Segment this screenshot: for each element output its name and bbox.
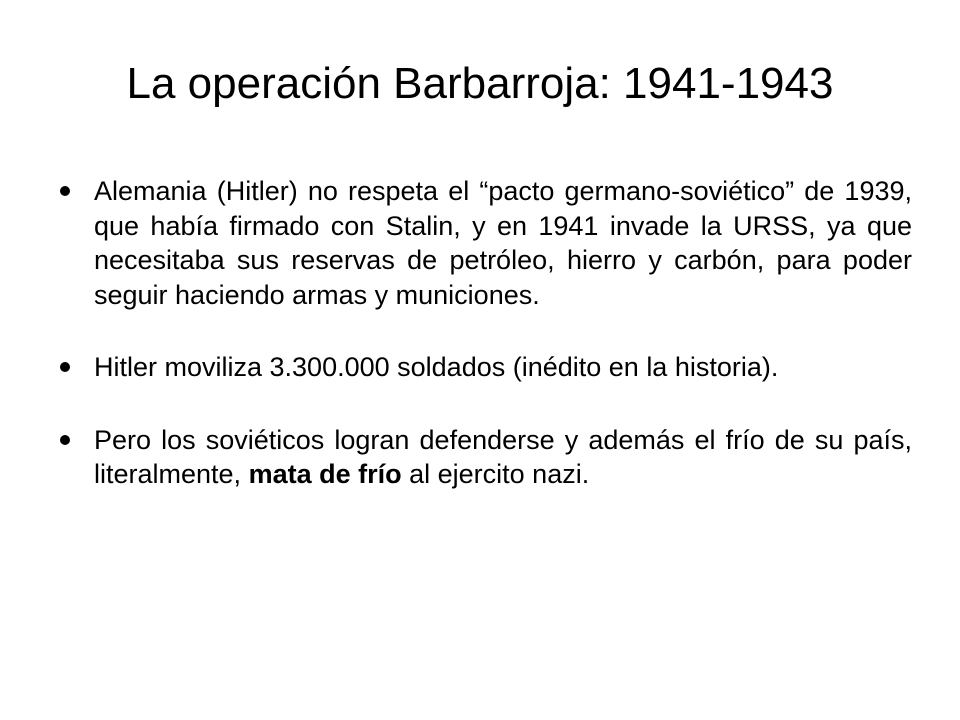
bullet-list [58,174,912,492]
bullet-text-before: Pero los soviéticos logran defenderse y además el frío de su país, literalmente, [94,424,912,490]
bullet-item [58,423,912,492]
bullet-text: Alemania (Hitler) no respeta el “pacto germano-soviético” de 1939, que había firmado con Stalin, y en 1941 invade la URSS, ya que necesitaba sus reservas de petróleo, hierro y carbón, para poder seguir haciendo armas y municiones. [94,176,912,310]
bullet-text-after: al ejercito nazi. [401,459,590,490]
bullet-dot-icon [60,435,70,445]
bullet-dot-icon [60,186,70,196]
slide-title: La operación Barbarroja: 1941-1943 [126,59,834,108]
bullet-dot-icon [60,362,70,372]
bullet-item [58,174,912,312]
bullet-text: Hitler moviliza 3.300.000 soldados (inédito en la historia). [94,352,779,383]
bullet-item [58,350,912,385]
bullet-text-bold: mata de frío [248,459,402,490]
